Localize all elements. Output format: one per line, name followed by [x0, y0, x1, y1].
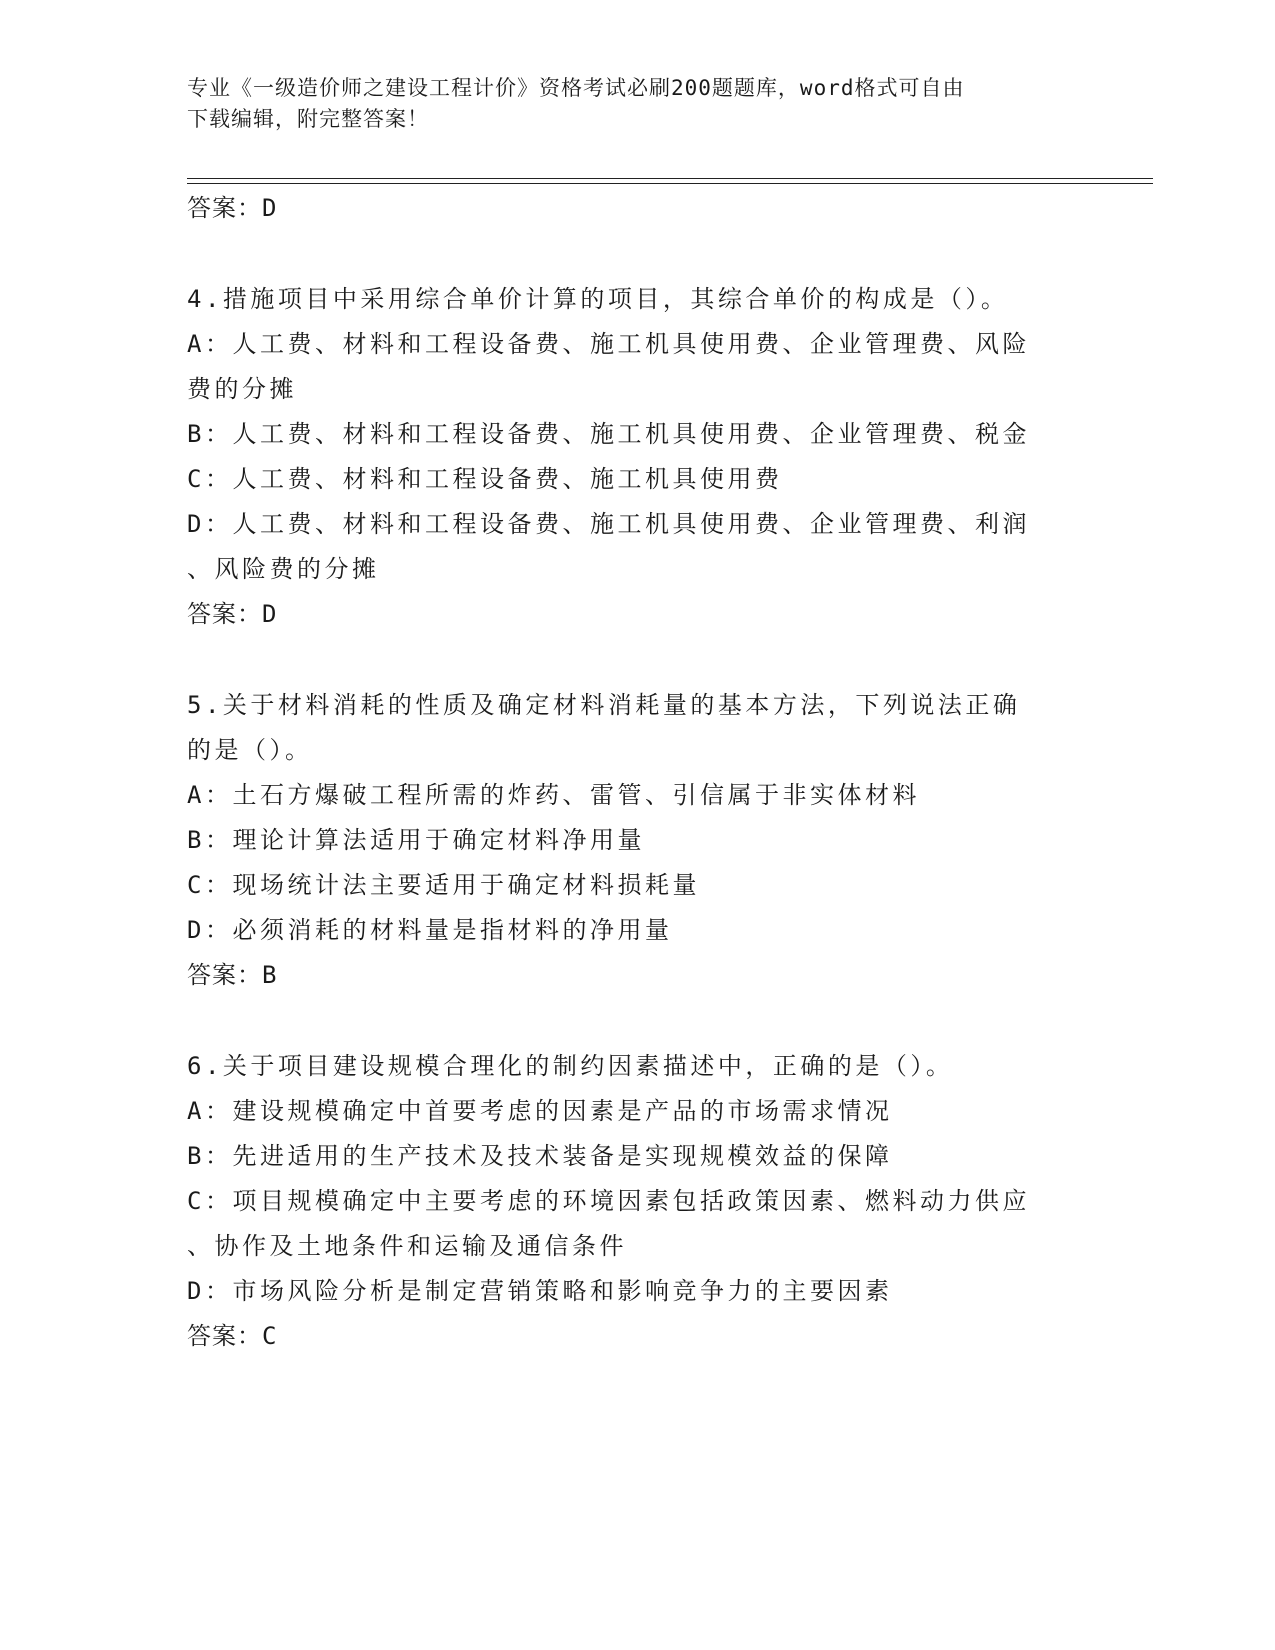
option-d: D：人工费、材料和工程设备费、施工机具使用费、企业管理费、利润: [187, 510, 1030, 538]
option-a: A：土石方爆破工程所需的炸药、雷管、引信属于非实体材料: [187, 781, 920, 809]
option-d: D：必须消耗的材料量是指材料的净用量: [187, 916, 673, 944]
question-stem-continued: 的是（）。: [187, 736, 313, 764]
header-rule-top: [187, 178, 1153, 179]
answer-label: 答案：D: [187, 600, 278, 628]
question-6: [187, 1044, 1087, 1359]
question-stem: 6.关于项目建设规模合理化的制约因素描述中，正确的是（）。: [187, 1052, 954, 1080]
option-c-continued: 、协作及土地条件和运输及通信条件: [187, 1232, 627, 1260]
option-d: D：市场风险分析是制定营销策略和影响竞争力的主要因素: [187, 1277, 893, 1305]
answer-label: 答案：B: [187, 961, 278, 989]
question-5: [187, 683, 1087, 998]
header-rule-bottom: [187, 183, 1153, 184]
document-header: [187, 73, 1087, 135]
option-c: C：现场统计法主要适用于确定材料损耗量: [187, 871, 700, 899]
question-list: [187, 186, 1087, 1359]
question-stem: 5.关于材料消耗的性质及确定材料消耗量的基本方法，下列说法正确: [187, 691, 1021, 719]
option-b: B：人工费、材料和工程设备费、施工机具使用费、企业管理费、税金: [187, 420, 1030, 448]
answer-label: 答案：C: [187, 1322, 278, 1350]
header-line-2: 下载编辑，附完整答案！: [187, 107, 429, 131]
option-a-continued: 费的分摊: [187, 375, 297, 403]
header-line-1: 专业《一级造价师之建设工程计价》资格考试必刷200题题库，word格式可自由: [187, 76, 965, 100]
option-b: B：理论计算法适用于确定材料净用量: [187, 826, 645, 854]
question-4: [187, 277, 1087, 637]
option-d-continued: 、风险费的分摊: [187, 555, 380, 583]
answer-label: 答案：D: [187, 194, 278, 222]
option-b: B：先进适用的生产技术及技术装备是实现规模效益的保障: [187, 1142, 893, 1170]
option-a: A：建设规模确定中首要考虑的因素是产品的市场需求情况: [187, 1097, 893, 1125]
question-stem: 4.措施项目中采用综合单价计算的项目，其综合单价的构成是（）。: [187, 285, 1009, 313]
option-c: C：项目规模确定中主要考虑的环境因素包括政策因素、燃料动力供应: [187, 1187, 1030, 1215]
option-c: C：人工费、材料和工程设备费、施工机具使用费: [187, 465, 783, 493]
option-a: A：人工费、材料和工程设备费、施工机具使用费、企业管理费、风险: [187, 330, 1030, 358]
